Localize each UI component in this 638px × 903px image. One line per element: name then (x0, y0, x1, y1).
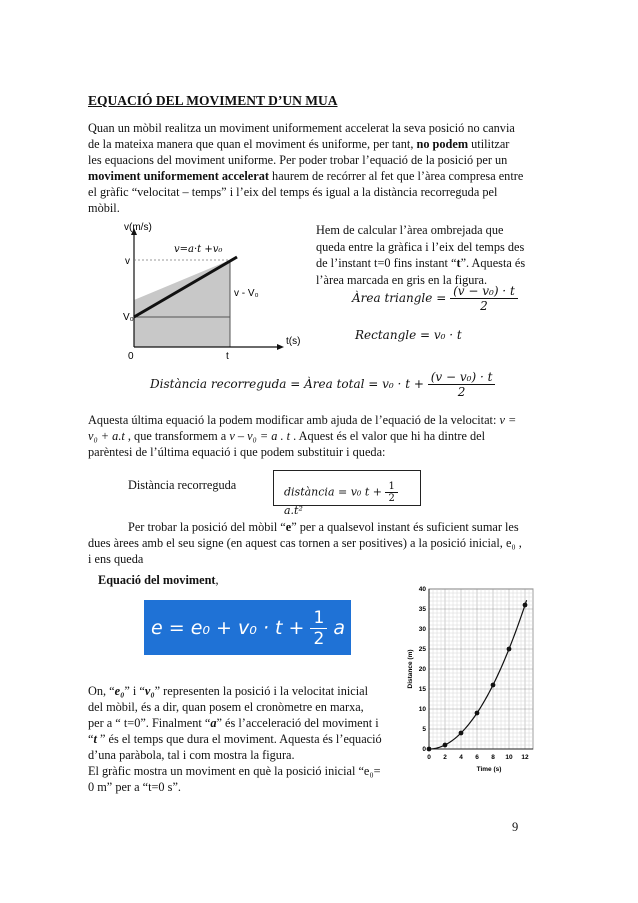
data-point (507, 647, 512, 652)
shaded-area (134, 260, 230, 347)
position-paragraph: Per trobar la posició del mòbil “e” per a qualsevol instant és suficient sumar les dues àrees amb el seu signe (en aquest cas tornen a ser positives) a la posició inicial, e₀ , i ens queda (88, 520, 522, 566)
distance-time-chart (405, 583, 541, 783)
graph-v-label: v (125, 256, 130, 267)
data-point (523, 603, 528, 608)
x-axis-arrow-icon (277, 344, 284, 350)
area-explanation: Hem de calcular l’àrea ombrejada que queda entre la gràfica i l’eix del temps des de l’instant t=0 fins instant “t”. Aquesta és l’àrea marcada en gris en la figura. (316, 223, 526, 287)
y-tick-label: 0 (422, 746, 426, 753)
motion-equation-box: e = e₀ + v₀ · t + $\frac{1}{2}$ a · t² (144, 600, 351, 655)
motion-equation-heading: Equació del moviment, (98, 573, 219, 587)
y-tick-label: 25 (418, 646, 426, 653)
graph-v0-label: V₀ (123, 312, 134, 323)
y-tick-label: 20 (418, 666, 426, 673)
graph-equation: v=a·t +v₀ (174, 244, 223, 255)
x-tick-label: 2 (443, 754, 447, 761)
y-tick-label: 35 (418, 606, 426, 613)
y-tick-label: 5 (422, 726, 426, 733)
y-tick-label: 40 (418, 586, 426, 593)
variables-paragraph: On, “e₀” i “v₀” representen la posició i la velocitat inicial del mòbil, és a dir, quan posem el cronòmetre en marxa, per a “ t=0”. Finalment “a” és l’acceleració del moviment i “t ” és el temps que dura el moviment. Aquesta és l’equació d’una paràbola, tal i com mostra la figura. El gràfic mostra un moviment en què la posició inicial “e₀= 0 m” per a “t=0 s”. (88, 684, 382, 794)
x-tick-label: 8 (491, 754, 495, 761)
x-tick-label: 4 (459, 754, 463, 761)
data-point (427, 747, 432, 752)
y-tick-label: 30 (418, 626, 426, 633)
distance-label: Distància recorreguda (128, 478, 237, 492)
data-point (475, 711, 480, 716)
page-number: 9 (512, 820, 519, 834)
page-title: EQUACIÓ DEL MOVIMENT D’UN MUA (88, 93, 338, 108)
graph-origin-label: 0 (128, 351, 134, 362)
velocity-substitution-paragraph: Aquesta última equació la podem modificar amb ajuda de l’equació de la velocitat: v = v₀ + a.t , que transformem a v – v₀ = a . t . Aquest és el valor que hi ha dintre del parèntesi de l’última equació i que podem substituir i queda: (88, 413, 517, 459)
rectangle-area-formula: Rectangle = v₀ · t (355, 328, 462, 342)
distance-boxed-equation: distància = v₀ t + $\frac{1}{2}$ a.t² (273, 470, 421, 506)
graph-diff-label: v - V₀ (234, 288, 259, 299)
y-axis-label: Distance (m) (407, 649, 414, 689)
y-tick-label: 10 (418, 706, 426, 713)
y-tick-label: 15 (418, 686, 426, 693)
data-point (443, 743, 448, 748)
intro-paragraph: Quan un mòbil realitza un moviment uniformement accelerat la seva posició no canvia de la mateixa manera que quan el moviment és uniforme, per tant, no podem utilitzar les equacions del moviment uniforme. Per poder trobar l’equació de la posició per un moviment uniformement accelerat haurem de recórrer al fet que l’àrea compresa entre el gràfic “velocitat – temps” i l’eix del temps és igual a la distància recorreguda pel mòbil. (88, 121, 524, 215)
graph-xlabel: t(s) (286, 336, 301, 347)
data-point (491, 683, 496, 688)
graph-t-label: t (226, 351, 229, 362)
graph-ylabel: v(m/s) (124, 222, 152, 233)
x-tick-label: 12 (521, 754, 529, 761)
x-tick-label: 0 (427, 754, 431, 761)
x-axis-label: Time (s) (476, 766, 502, 773)
velocity-time-graph (112, 222, 310, 362)
x-tick-label: 10 (505, 754, 513, 761)
data-point (459, 731, 464, 736)
x-tick-label: 6 (475, 754, 479, 761)
triangle-area-formula: Àrea triangle = $\frac{\text{(v − v₀) · t}}{2}$ (352, 284, 518, 313)
total-distance-formula: Distància recorreguda = Àrea total = v₀ · t + $\frac{\text{(v − v₀) · t}}{2}$ (150, 370, 495, 399)
